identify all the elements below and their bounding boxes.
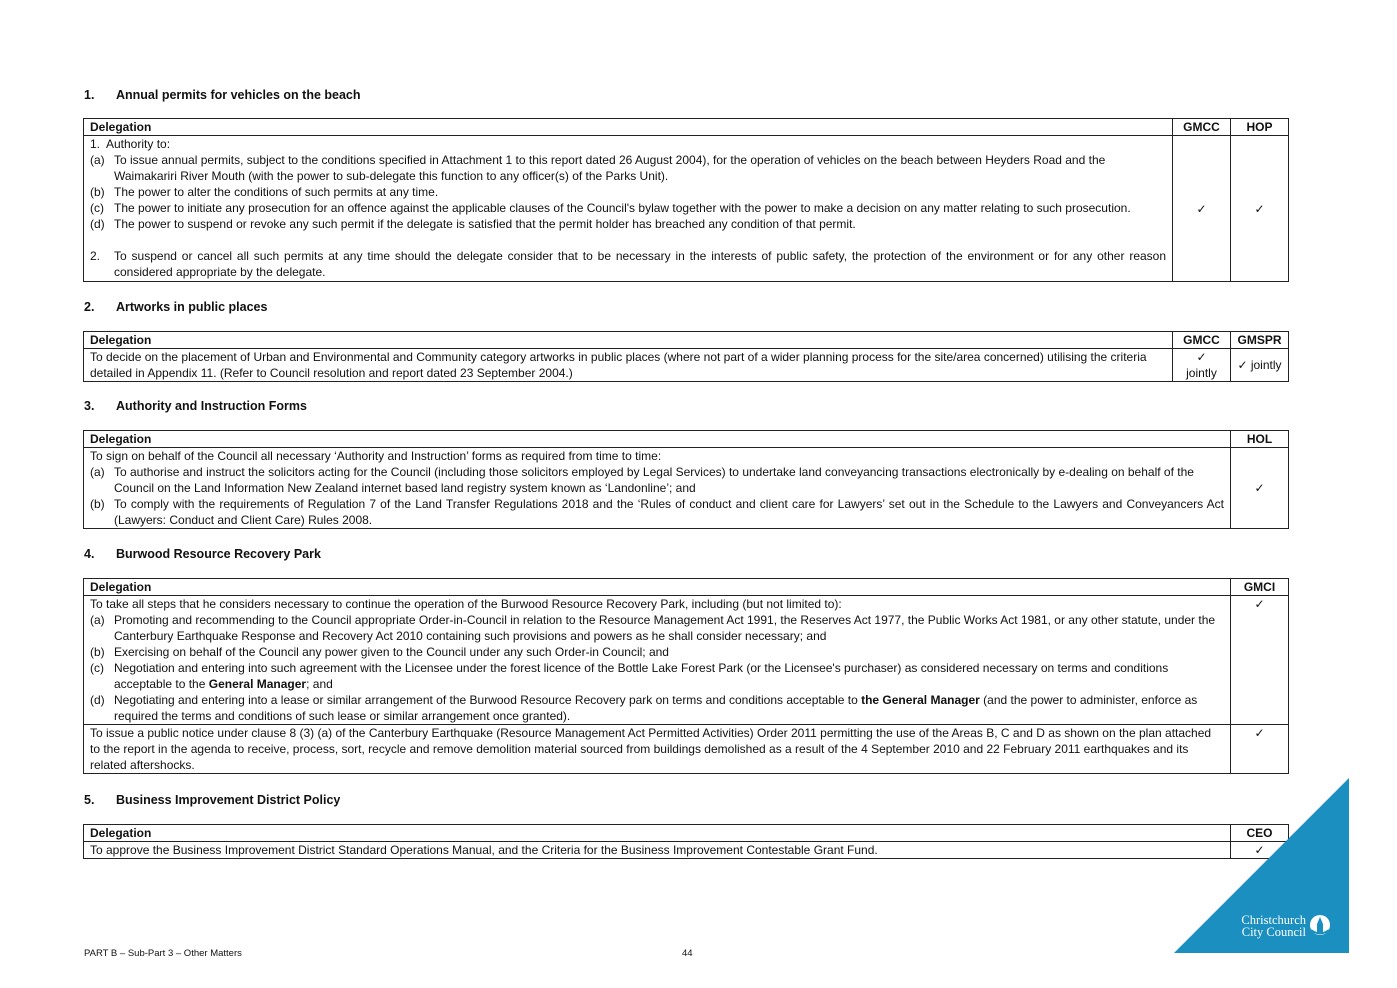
header-delegation: Delegation [84,119,1173,136]
section-2-heading [84,300,267,314]
cathedral-icon [1308,914,1332,943]
header-hol: HOL [1231,431,1289,448]
table-header-row [84,825,1289,842]
gmspr-check: ✓ jointly [1230,349,1288,382]
section-title: Artworks in public places [116,300,268,314]
hop-check: ✓ [1231,136,1289,282]
footer-part-label: PART B – Sub-Part 3 – Other Matters [84,948,242,959]
delegation-text: To decide on the placement of Urban and Environmental and Community category artworks in public places (where not part of a wider planning process for the site/area concerned) utilising the criteria detailed in Appendix 11. (Refer to Council resolution and report dated 23 September 2004.) [84,349,1173,382]
section-title: Annual permits for vehicles on the beach [116,88,361,102]
table-header-row [84,579,1289,596]
table-row [84,448,1289,529]
header-gmci: GMCI [1231,579,1289,596]
table-row [84,349,1289,382]
delegation-table-1 [83,118,1289,282]
gmci-check: ✓ [1231,596,1289,725]
table-header-row [84,332,1289,349]
header-gmspr: GMSPR [1230,332,1288,349]
ceo-check: ✓ [1231,842,1289,859]
council-logo-text: Christchurch City Council [1241,913,1306,939]
header-gmcc: GMCC [1173,332,1231,349]
header-delegation: Delegation [84,332,1173,349]
delegation-text: To issue a public notice under clause 8 (3) (a) of the Canterbury Earthquake (Resource Management Act Permitted Activities) Order 2011 permitting the use of the Areas B, C and D as shown on the plan attached to the report in the agenda to receive, process, sort, recycle and remove demolition material sourced from buildings demolished as a result of the 4 September 2010 and 22 February 2011 earthquakes and its related aftershocks. [84,725,1231,774]
section-3-heading [84,399,307,413]
section-title: Burwood Resource Recovery Park [116,547,321,561]
section-1-heading [84,88,361,102]
delegation-table-4 [83,578,1289,774]
table-row [84,725,1289,774]
delegation-text: To approve the Business Improvement District Standard Operations Manual, and the Criteria for the Business Improvement Contestable Grant Fund. [84,842,1231,859]
section-number: 3. [84,399,95,413]
table-header-row [84,431,1289,448]
table-header-row [84,119,1289,136]
gmcc-check: ✓ [1173,136,1231,282]
section-number: 4. [84,547,95,561]
header-delegation: Delegation [84,579,1231,596]
table-row [84,136,1289,282]
header-delegation: Delegation [84,431,1231,448]
delegation-table-3 [83,430,1289,529]
gmcc-check: ✓ jointly [1173,349,1231,382]
gmci-check: ✓ [1231,725,1289,774]
section-5-heading [84,793,340,807]
delegation-text: To sign on behalf of the Council all necessary ‘Authority and Instruction’ forms as required from time to time: (a) To authorise and instruct the solicitors acting for the Council (including those solicitors employed by Legal Services) to undertake land conveyancing transactions electronically by e-dealing on behalf of the Council on the Land Information New Zealand internet based land registry system known as ‘Landonline’; and (b) To comply with the requirements of Regulation 7 of the Land Transfer Regulations 2018 and the ‘Rules of conduct and client care for Lawyers’ set out in the Schedule to the Lawyers and Conveyancers Act (Lawyers: Conduct and Client Care) Rules 2008. [84,448,1231,529]
delegation-text: To take all steps that he considers necessary to continue the operation of the Burwood Resource Recovery Park, including (but not limited to): (a) Promoting and recommending to the Council appropriate Order-in-Council in relation to the Resource Management Act 1991, the Reserves Act 1977, the Public Works Act 1981, or any other statute, under the Canterbury Earthquake Response and Recovery Act 2010 containing such provisions and powers as he shall consider necessary; and (b) Exercising on behalf of the Council any power given to the Council under any such Order-in Council; and (c) Negotiation and entering into such agreement with the Licensee under the forest licence of the Bottle Lake Forest Park (or the Licensee's purchaser) as considered necessary on terms and conditions acceptable to the General Manager; and (d) Negotiating and entering into a lease or similar arrangement of the Burwood Resource Recovery park on terms and conditions acceptable to the General Manager (and the power to administer, enforce as required the terms and conditions of such lease or similar arrangement once granted). [84,596,1231,725]
header-hop: HOP [1231,119,1289,136]
header-delegation: Delegation [84,825,1231,842]
delegation-table-2 [83,331,1289,382]
delegation-table-5 [83,824,1289,859]
header-ceo: CEO [1231,825,1289,842]
section-number: 1. [84,88,95,102]
section-title: Authority and Instruction Forms [116,399,307,413]
table-row [84,596,1289,725]
section-4-heading [84,547,321,561]
section-number: 5. [84,793,95,807]
delegation-text: 1. Authority to: (a) To issue annual permits, subject to the conditions specified in Attachment 1 to this report dated 26 August 2004), for the operation of vehicles on the beach between Heyders Road and the Waimakariri River Mouth (with the power to sub-delegate this function to any officer(s) of the Parks Unit). (b) The power to alter the conditions of such permits at any time. (c) The power to initiate any prosecution for an offence against the applicable clauses of the Council's bylaw together with the power to make a decision on any matter relating to such prosecution. (d) The power to suspend or revoke any such permit if the delegate is satisfied that the permit holder has breached any condition of that permit. 2. To suspend or cancel all such permits at any time should the delegate consider that to be necessary in the interests of public safety, the protection of the environment or for any other reason considered appropriate by the delegate. [84,136,1173,282]
hol-check: ✓ [1231,448,1289,529]
table-row [84,842,1289,859]
section-title: Business Improvement District Policy [116,793,341,807]
page-number: 44 [682,948,693,959]
section-number: 2. [84,300,95,314]
header-gmcc: GMCC [1173,119,1231,136]
